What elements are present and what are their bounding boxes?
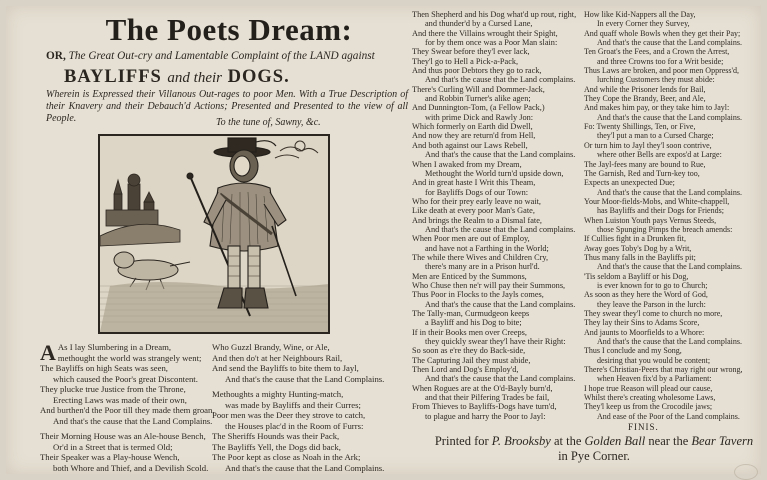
verse-line: Methought the World turn'd upside down, (425, 168, 564, 178)
verse-line: a Bayliff and his Dog to bite; (425, 318, 522, 328)
verse-line: Thus I conclude and my Song, (584, 346, 682, 356)
verse-line: The Capturing Jail they must abide, (412, 355, 531, 365)
verse-line: there's many are in a Prison hurl'd. (425, 262, 540, 272)
verse-line: If in their Books men over Creeps, (412, 327, 527, 337)
verse-line: The Bayliffs on high Seats was seen, (40, 363, 168, 373)
verse-line: And then do't at her Neighbours Rail, (212, 352, 343, 363)
headline-bayliffs: BAYLIFFS (64, 67, 162, 87)
verse-line: From Thieves to Bayliffs-Dogs have turn'd, (412, 402, 557, 412)
verse-line: And both against our Laws Rebell, (412, 140, 528, 150)
headline-and-their: and their (167, 70, 223, 86)
verse-line: the Houses plac'd in the Room of Furrs: (225, 420, 364, 431)
verse-line: they'l put a man to a Cursed Charge; (597, 131, 714, 141)
refrain-line: And ease of the Poor of the Land complains. (597, 411, 740, 421)
verse-line: where other Bells are expos'd at Large: (597, 150, 722, 160)
verse-line: those Spunging Pimps the breach amends: (597, 224, 733, 234)
imprint-place: Golden Ball (584, 434, 646, 448)
verse-line: for Bayliffs Dogs of our Town: (425, 187, 529, 197)
verse-line: they leave the Parson in the lurch: (597, 299, 706, 309)
refrain-line: And that's the cause that the Land complains. (425, 150, 576, 160)
verse-line: Who for their prey early leave no wait, (412, 196, 542, 206)
verse-line: Who Chuse then ne'r will pay their Summons, (412, 280, 566, 290)
printer-name: P. Brooksby (491, 434, 551, 448)
verse-column-4 (584, 10, 743, 421)
refrain-line: And that's the cause that the Land Complains. (225, 373, 385, 384)
verse-column-3 (412, 10, 576, 421)
refrain-line: And that's the cause that the Land complains. (425, 75, 576, 85)
verse-line: is ever known for to go to Church; (597, 280, 708, 290)
verse-line: Like death at every poor Man's Gate, (412, 206, 535, 216)
verse-line: And jaunts to Moorfields to a Whore: (584, 327, 705, 337)
verse-line: As soon as they here the Word of God, (584, 290, 708, 300)
headline-dogs: DOGS. (227, 67, 290, 87)
verse-line: Expects an unexpected Due; (584, 178, 675, 188)
verse-line: The Garnish, Red and Turn-key too, (584, 168, 700, 178)
bailiff-woodcut-image (100, 136, 328, 332)
verse-line: And burthen'd the Poor till they made them groan, (40, 405, 215, 415)
finis-mark: FINIS. (628, 422, 659, 432)
verse-line: Methoughts a mighty Hunting-match, (212, 389, 344, 399)
verse-line: and thunder'd by a Cursed Lane, (425, 19, 533, 29)
refrain-line: And that's the cause that the Land complains. (597, 187, 742, 197)
verse-line: desiring that you would be content; (597, 355, 711, 365)
imprint-line-2: in Pye Corner. (558, 449, 630, 463)
imprint-text: at the (550, 434, 585, 448)
verse-line: And thus poor Debtors they go to rack, (412, 66, 542, 76)
imprint-text: near the (645, 434, 692, 448)
verse-line: to plague and harry the Poor to Jayl: (425, 411, 546, 421)
woodcut-illustration (98, 134, 330, 334)
verse-column-1 (40, 342, 215, 473)
subtitle-or: OR, (46, 50, 66, 62)
verse-line: There's Curling Will and Dommer-Jack, (412, 84, 545, 94)
verse-line: Away goes Toby's Dog by a Writ, (584, 243, 692, 253)
library-stamp (734, 464, 758, 480)
verse-line: Then Shepherd and his Dog what'd up rout, right, (412, 10, 577, 19)
verse-line: Their Morning House was an Ale-house Bench, (40, 431, 206, 441)
page-title: The Poets Dream: (105, 12, 353, 47)
tune-line: To the tune of, Sawny, &c. (216, 117, 321, 128)
verse-line: So soon as e're they do Back-side, (412, 346, 526, 356)
verse-line: both Whore and Thief, and a Devilish Scold. (53, 462, 209, 473)
verse-line: Thus Laws are broken, and poor men Oppress'd, (584, 66, 739, 76)
verse-line: has Bayliffs and their Dogs for Friends; (597, 206, 724, 216)
verse-line: Ten Groat's the Fees, and a Crown the Arrest, (584, 47, 730, 57)
refrain-line: And that's the cause that the Land complains. (597, 112, 742, 122)
verse-line: The Sheriffs Hounds was their Pack, (212, 431, 340, 441)
broadside-sheet (6, 6, 761, 474)
verse-line: And brings the Realm to a Dismal fate, (412, 215, 542, 225)
verse-line: Poor men was the Deer they strove to catch, (212, 410, 366, 420)
verse-line: when Heaven fix'd by a Parliament: (597, 374, 712, 384)
verse-line: and Robbin Turner's alike agen; (425, 94, 531, 104)
verse-line: And while the Prisoner lends for Bail, (584, 84, 706, 94)
verse-line: Who Guzzl Brandy, Wine, or Ale, (212, 342, 330, 352)
verse-line: they quickly swear they'l have their Right: (425, 337, 566, 347)
refrain-line: And that's the cause that the Land complains. (425, 299, 576, 309)
refrain-line: And that's the cause that the Land Complains. (225, 462, 385, 473)
verse-line: and three Crowns too for a Writ beside; (597, 56, 724, 66)
verse-line: The Tally-man, Curmudgeon keeps (412, 309, 530, 318)
verse-line: Their Speaker was a Play-house Wench, (40, 452, 180, 462)
verse-line: Or'd in a Street that is termed Old; (53, 441, 173, 452)
verse-line: They swear they'l come to church no more, (584, 309, 723, 318)
verse-line: There's Christian-Peers that may right our wrong, (584, 365, 743, 375)
verse-line: And Dunnington-Tom, (a Fellow Pack,) (412, 103, 545, 113)
verse-line: which caused the Poor's great Discontent. (53, 373, 198, 384)
verse-line: Thus many falls in the Bayliffs pit; (584, 252, 696, 262)
imprint-line-1 (424, 434, 764, 449)
verse-line: methought the world was strangely went; (57, 352, 202, 363)
verse-line: was made by Bayliffs and their Curres; (225, 399, 361, 410)
verse-line: Whilst there's creating wholesome Laws, (584, 393, 716, 403)
verse-line: with prime Dick and Rawly Jon: (425, 112, 534, 122)
verse-line: As I lay Slumbering in a Dream, (57, 342, 172, 352)
verse-line: And in great haste I Writ this Theam, (412, 178, 536, 188)
verse-line: Men are Enticed by the Summons, (412, 271, 527, 281)
verse-line: When I awaked from my Dream, (412, 159, 522, 169)
verse-line: And quaff whole Bowls when they get their Pay; (584, 28, 741, 38)
headline (64, 67, 394, 88)
verse-line: The Jayl-fees many are bound to Rue, (584, 159, 706, 169)
verse-line: And there the Villains wrought their Spight, (412, 28, 558, 38)
verse-line: The Bayliffs Yell, the Dogs did back, (212, 441, 341, 452)
verse-line: They plucke true Justice from the Throne, (40, 384, 186, 394)
description: Wherein is Expressed their Villanous Out-rages to poor Men. With a True Description of their Knavery and their Debauch'd Actions; Presented and Presented to the view of all People. (46, 89, 408, 124)
imprint-text: Printed for (434, 434, 492, 448)
verse-line: They'l go to Hell a Pick-a-Pack, (412, 56, 519, 66)
verse-line: When Rogues are at the O'd-Bayly burn'd, (412, 383, 553, 393)
verse-line: The while there Wives and Children Cry, (412, 252, 549, 262)
drop-cap: A (40, 340, 56, 365)
verse-line: When Poor men are out of Employ, (412, 234, 530, 244)
refrain-line: And that's the cause that the Land complains. (597, 262, 742, 272)
verse-line: Which formerly on Earth did Dwell, (412, 122, 533, 132)
verse-line: If Cullies fight in a Drunken fit, (584, 234, 686, 244)
verse-line: They'l keep us from the Crocodile jaws; (584, 402, 713, 412)
verse-line: When Luiston Youth pays Vernus Steeds, (584, 215, 717, 225)
verse-line: In every Corner they Survey, (597, 19, 690, 29)
verse-line: And makes him pay, or they take him to Jayl: (584, 103, 730, 113)
verse-line: I hope true Reason will plead our cause, (584, 383, 713, 393)
verse-column-2 (212, 342, 384, 473)
subtitle-text: The Great Out-cry and Lamentable Complaint of the LAND against (68, 50, 375, 62)
verse-line: and have not a Farthing in the World; (425, 243, 549, 253)
subtitle (46, 50, 406, 62)
refrain-line: And that's the cause that the Land complains. (597, 337, 742, 347)
verse-line: Your Moor-fields-Mobs, and White-chappell, (584, 196, 730, 206)
verse-line: The Poor kept as close as Noah in the Ark; (212, 452, 361, 462)
verse-line: And now they are return'd from Hell, (412, 131, 536, 141)
refrain-line: And that's the cause that the Land complains. (597, 38, 742, 48)
verse-line: Then Lord and Dog's Employ'd, (412, 365, 519, 375)
verse-line: And send the Bayliffs to bite them to Jayl, (212, 363, 359, 373)
imprint-place-2: Bear Tavern (691, 434, 754, 448)
refrain-line: And that's the cause that the Land complains. (425, 374, 576, 384)
printer-imprint (424, 434, 764, 464)
verse-line: for by them once was a Poor Man slain: (425, 38, 558, 48)
verse-line: and that their Pilfering Trades be fail, (425, 393, 550, 403)
verse-line: They lay their Sins to Adams Score, (584, 318, 700, 328)
verse-line: How like Kid-Nappers all the Day, (584, 10, 696, 19)
verse-line: Erecting Laws was made of their own, (53, 394, 187, 405)
verse-line: lurching Customers they must abide: (597, 75, 715, 85)
verse-line: 'Tis seldom a Bayliff or his Dog, (584, 271, 689, 281)
verse-line: Or turn him to Jayl they'l soon contrive, (584, 140, 712, 150)
refrain-line: And that's the cause that the Land complains. (425, 224, 576, 234)
verse-line: Fo: Twenty Shillings, Ten, or Five, (584, 122, 696, 132)
verse-line: They Cope the Brandy, Beer, and Ale, (584, 94, 706, 104)
verse-line: They Swear before they'l ever lack, (412, 47, 530, 57)
verse-line: Thus Poor in Flocks to the Jayls comes, (412, 290, 544, 300)
refrain-line: And that's the cause that the Land Complains. (53, 415, 213, 426)
